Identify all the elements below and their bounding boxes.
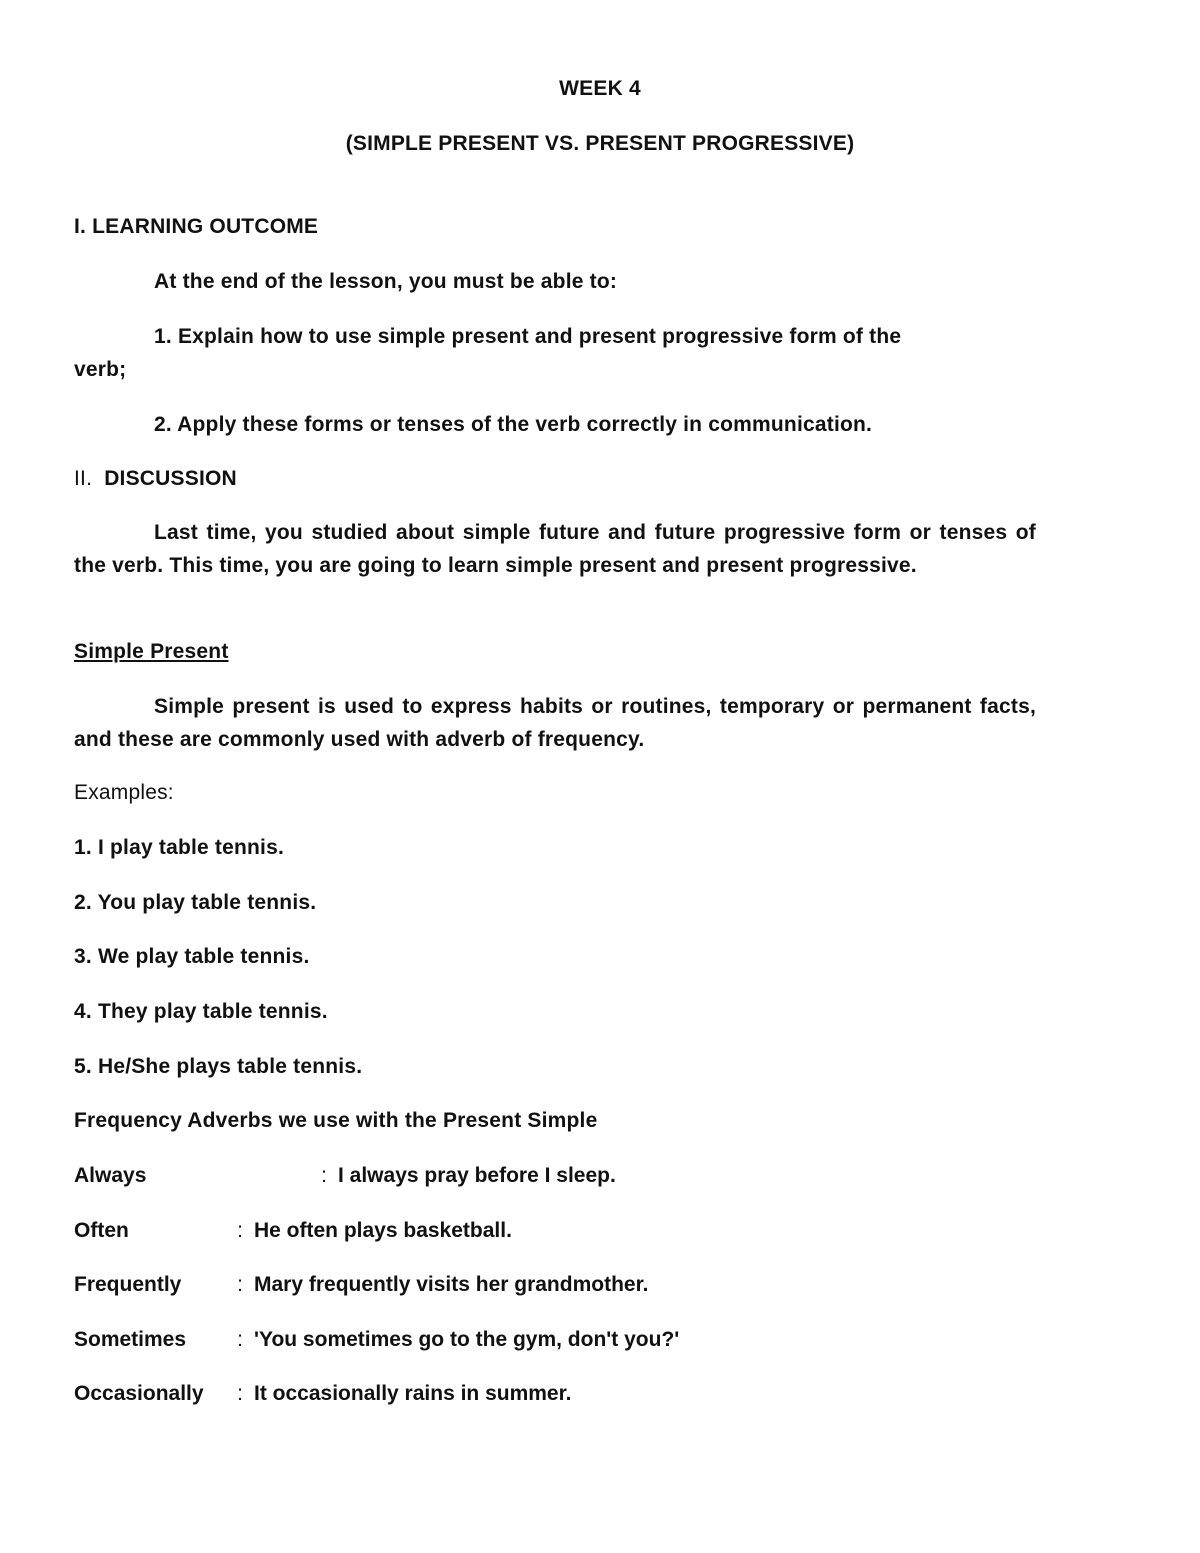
frequency-row-often	[74, 1214, 512, 1247]
frequency-separator: :	[237, 1328, 243, 1351]
learning-outcome-heading: I. LEARNING OUTCOME	[74, 215, 319, 238]
example-item-4: 4. They play table tennis.	[74, 1000, 328, 1023]
frequency-row-sometimes	[74, 1323, 679, 1356]
frequency-example: It occasionally rains in summer.	[254, 1382, 572, 1405]
frequency-row-always	[74, 1159, 616, 1192]
frequency-term: Sometimes	[74, 1328, 187, 1351]
frequency-separator: :	[237, 1382, 243, 1405]
frequency-separator: :	[237, 1273, 243, 1296]
example-item-3: 3. We play table tennis.	[74, 945, 310, 968]
frequency-heading: Frequency Adverbs we use with the Present Simple	[74, 1109, 598, 1132]
discussion-heading	[74, 462, 237, 495]
simple-present-heading: Simple Present	[74, 640, 229, 663]
discussion-heading-number: II.	[74, 467, 93, 490]
frequency-term: Always	[74, 1164, 147, 1187]
outcome-item-1: 1. Explain how to use simple present and present progressive form of the	[154, 325, 902, 348]
frequency-example: 'You sometimes go to the gym, don't you?'	[254, 1328, 680, 1351]
frequency-row-frequently	[74, 1268, 648, 1301]
example-item-5: 5. He/She plays table tennis.	[74, 1055, 363, 1078]
frequency-term: Frequently	[74, 1273, 182, 1296]
frequency-row-occasionally	[74, 1377, 571, 1410]
frequency-example: I always pray before I sleep.	[338, 1164, 616, 1187]
examples-label: Examples:	[74, 781, 174, 804]
discussion-heading-label: DISCUSSION	[104, 467, 237, 490]
discussion-paragraph: Last time, you studied about simple future and future progressive form or tenses of the verb. This time, you are going to learn simple present and present progressive.	[74, 521, 1036, 577]
example-item-2: 2. You play table tennis.	[74, 891, 317, 914]
outcome-item-2: 2. Apply these forms or tenses of the verb correctly in communication.	[154, 413, 873, 436]
frequency-example: Mary frequently visits her grandmother.	[254, 1273, 649, 1296]
frequency-separator: :	[237, 1219, 243, 1242]
frequency-example: He often plays basketball.	[254, 1219, 512, 1242]
simple-present-paragraph: Simple present is used to express habits or routines, temporary or permanent facts, and these are commonly used with adverb of frequency.	[74, 695, 1036, 751]
frequency-term: Often	[74, 1219, 129, 1242]
example-item-1: 1. I play table tennis.	[74, 836, 284, 859]
frequency-term: Occasionally	[74, 1382, 204, 1405]
lesson-subtitle: (SIMPLE PRESENT VS. PRESENT PROGRESSIVE)	[345, 132, 855, 155]
learning-outcome-intro: At the end of the lesson, you must be able to:	[154, 270, 618, 293]
outcome-item-1-continued: verb;	[74, 358, 127, 381]
week-title: WEEK 4	[559, 77, 641, 100]
frequency-separator: :	[321, 1164, 327, 1187]
